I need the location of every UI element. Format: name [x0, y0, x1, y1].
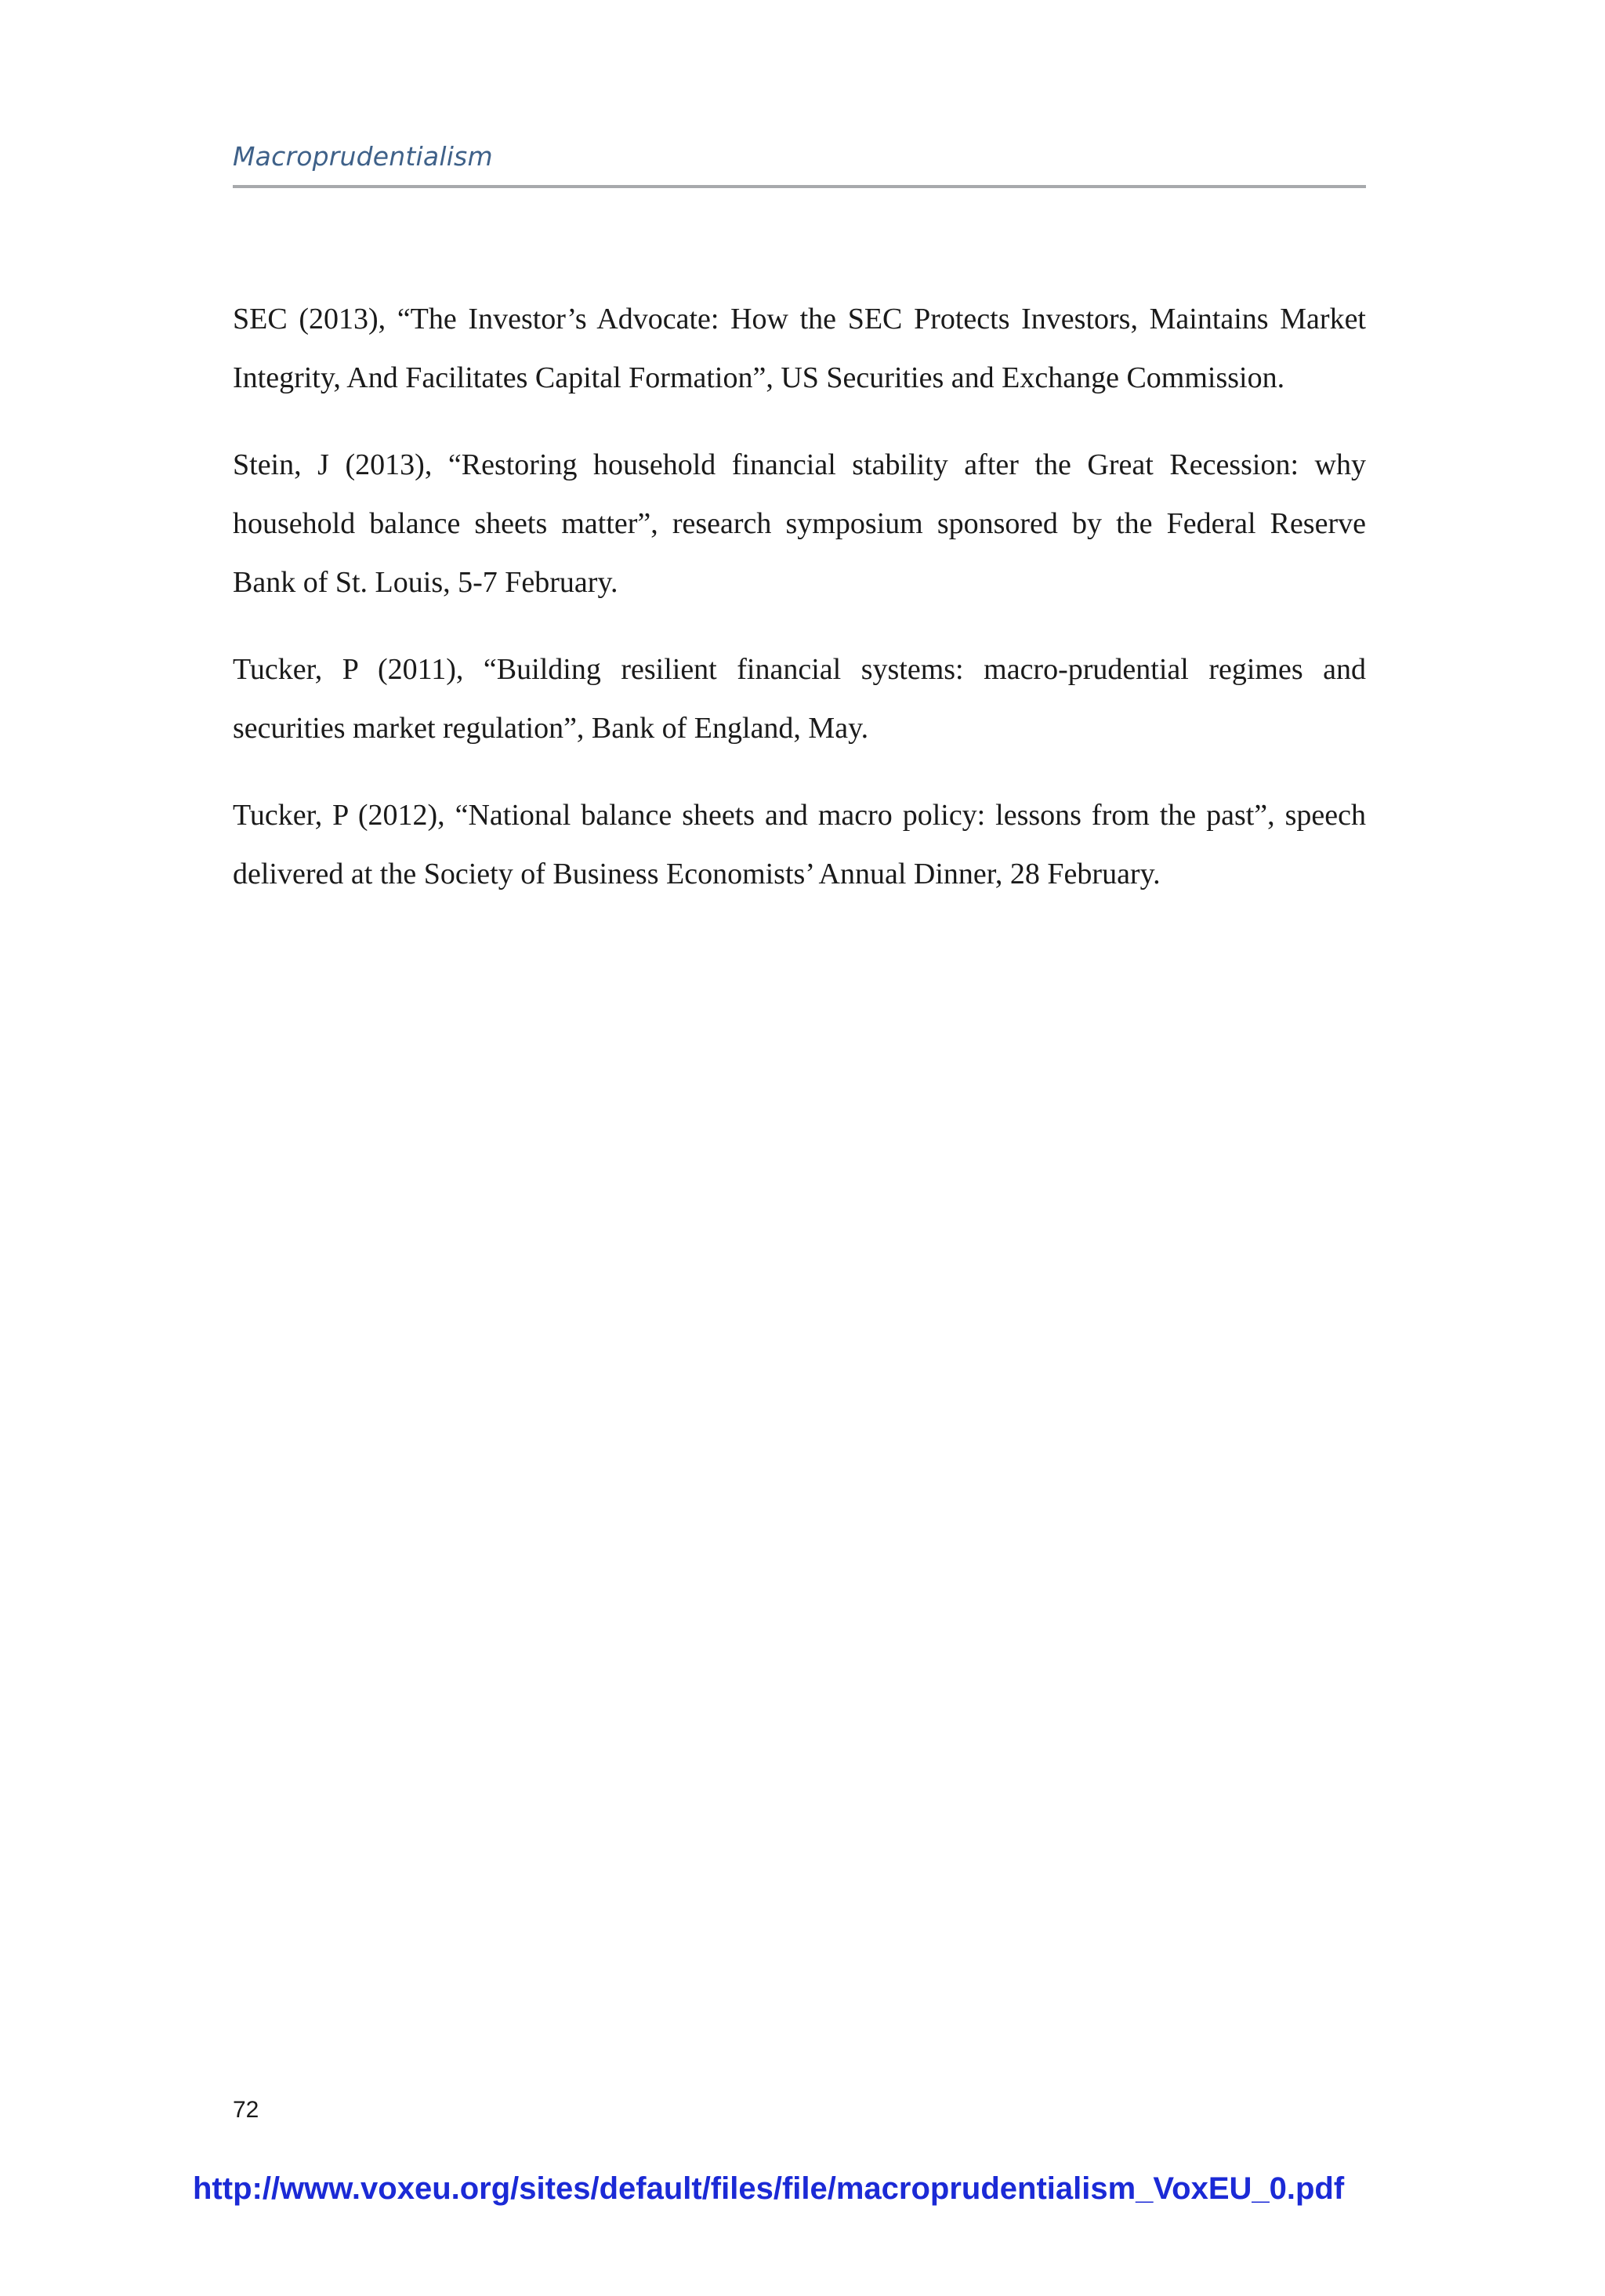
reference-entry-stein-2013: Stein, J (2013), “Restoring household financial stability after the Great Recession: why household balance sheets matter”, research symposium sponsored by the Federal Reserve Bank of St. Louis, 5-7 February. — [233, 448, 1366, 599]
reference-entry-sec-2013: SEC (2013), “The Investor’s Advocate: How the SEC Protects Investors, Maintains Market Integrity, And Facilitates Capital Formation”, US Securities and Exchange Commission. — [233, 303, 1366, 394]
reference-entry-tucker-2011: Tucker, P (2011), “Building resilient financial systems: macro-prudential regimes and securities market regulation”, Bank of England, May. — [233, 653, 1366, 745]
source-url-link[interactable]: http://www.voxeu.org/sites/default/files/file/macroprudentialism_VoxEU_0.pdf — [193, 2171, 1345, 2206]
reference-entry-tucker-2012: Tucker, P (2012), “National balance sheets and macro policy: lessons from the past”, speech delivered at the Society of Business Economists’ Annual Dinner, 28 February. — [233, 799, 1366, 890]
running-header — [233, 141, 1366, 188]
page-number: 72 — [233, 2097, 259, 2123]
running-title: Macroprudentialism — [233, 141, 493, 172]
reference-list — [233, 290, 1366, 932]
